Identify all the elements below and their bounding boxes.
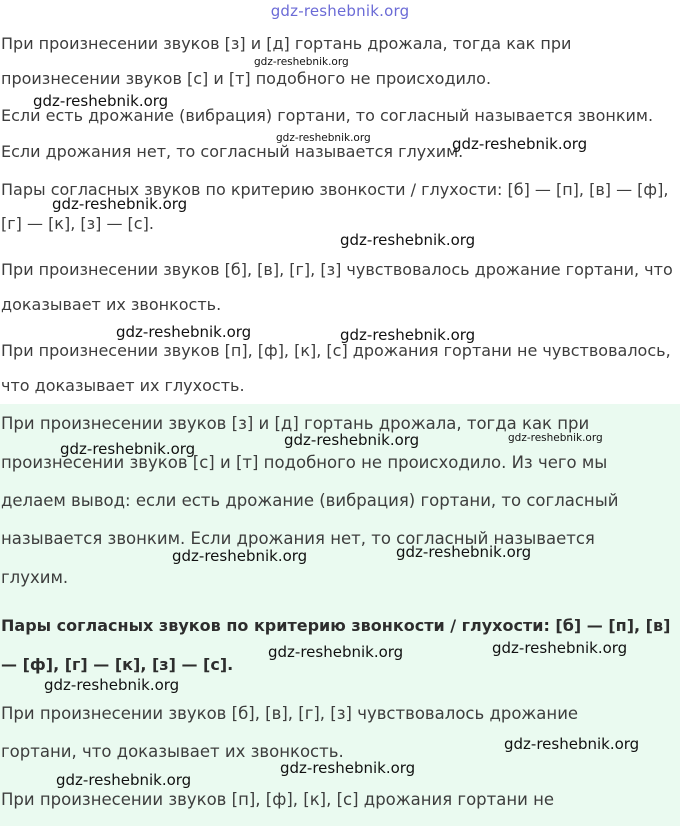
watermark-text: gdz-reshebnik.org <box>284 431 420 449</box>
text-line: доказывает их звонкость. <box>1 295 222 314</box>
watermark-text: gdz-reshebnik.org <box>492 639 628 657</box>
watermark-text: gdz-reshebnik.org <box>56 771 192 789</box>
text-line: При произнесении звуков [з] и [д] гортань дрожала, тогда как при <box>1 34 572 53</box>
text-line: Если дрожания нет, то согласный называется глухим. <box>1 142 464 161</box>
text-line: Пары согласных звуков по критерию звонкости / глухости: [б] — [п], [в] — [ф], <box>1 180 669 199</box>
watermark-text: gdz-reshebnik.org <box>60 440 196 458</box>
text-line: что доказывает их глухость. <box>1 376 245 395</box>
watermark-text: gdz-reshebnik.org <box>268 643 404 661</box>
watermark-text: gdz-reshebnik.org <box>116 323 252 341</box>
watermark-text: gdz-reshebnik.org <box>508 432 603 444</box>
text-line: глухим. <box>1 568 69 587</box>
text-line: делаем вывод: если есть дрожание (вибрация) гортани, то согласный <box>1 491 619 510</box>
watermark-text: gdz-reshebnik.org <box>276 132 371 144</box>
text-line: Если есть дрожание (вибрация) гортани, то согласный называется звонким. <box>1 106 654 125</box>
text-line: произнесении звуков [с] и [т] подобного не происходило. Из чего мы <box>1 453 608 472</box>
watermark-text: gdz-reshebnik.org <box>340 326 476 344</box>
text-line: произнесении звуков [с] и [т] подобного не происходило. <box>1 69 492 88</box>
watermark-text: gdz-reshebnik.org <box>33 92 169 110</box>
text-line: При произнесении звуков [б], [в], [г], [з] чувствовалось дрожание гортани, что <box>1 260 673 279</box>
watermark-text: gdz-reshebnik.org <box>172 547 308 565</box>
text-line: [г] — [к], [з] — [с]. <box>1 214 154 233</box>
text-line: гортани, что доказывает их звонкость. <box>1 742 344 761</box>
watermark-text: gdz-reshebnik.org <box>504 735 640 753</box>
text-line: При произнесении звуков [з] и [д] гортань дрожала, тогда как при <box>1 414 590 433</box>
watermark-text: gdz-reshebnik.org <box>340 231 476 249</box>
text-line: называется звонким. Если дрожания нет, то согласный называется <box>1 529 595 548</box>
text-line: При произнесении звуков [п], [ф], [к], [с] дрожания гортани не чувствовалось, <box>1 341 671 360</box>
watermark-text: gdz-reshebnik.org <box>52 195 188 213</box>
text-line: При произнесении звуков [б], [в], [г], [з] чувствовалось дрожание <box>1 704 579 723</box>
watermark-text: gdz-reshebnik.org <box>396 543 532 561</box>
watermark-text: gdz-reshebnik.org <box>452 135 588 153</box>
watermark-text: gdz-reshebnik.org <box>44 676 180 694</box>
watermark-text: gdz-reshebnik.org <box>280 759 416 777</box>
watermark-text: gdz-reshebnik.org <box>254 56 349 68</box>
text-line: При произнесении звуков [п], [ф], [к], [с] дрожания гортани не <box>1 790 555 809</box>
text-line: Пары согласных звуков по критерию звонкости / глухости: [б] — [п], [в] <box>1 616 671 635</box>
text-line: — [ф], [г] — [к], [з] — [с]. <box>1 655 234 674</box>
site-header-watermark: gdz-reshebnik.org <box>270 2 410 20</box>
